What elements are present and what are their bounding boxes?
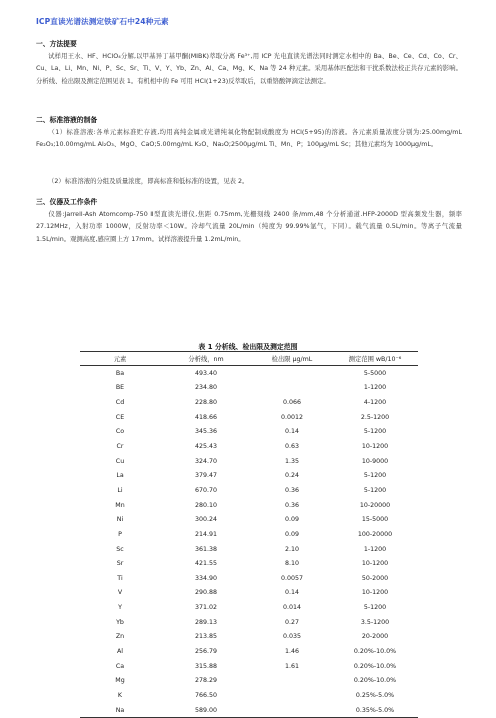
table-row [80,586,418,601]
header-range: 测定范围 wB/10⁻⁶ [332,352,418,366]
cell-analysis-line: 334.90 [194,574,218,582]
cell-range: 1-1200 [363,545,387,553]
cell-element: Al [116,647,124,655]
cell-range: 10-1200 [361,560,389,568]
cell-detection-limit: 0.14 [284,589,300,597]
cell-detection-limit [252,673,332,688]
cell-element: Ba [115,369,125,377]
table-row [80,556,418,571]
cell-element: Mn [115,501,125,509]
cell-range: 5-1200 [363,472,387,480]
section-3-heading: 三、仪器及工作条件 [36,198,98,206]
cell-detection-limit: 0.066 [282,399,302,407]
cell-analysis-line: 766.50 [194,691,218,699]
cell-range: 4-1200 [363,399,387,407]
cell-detection-limit: 0.0012 [280,413,304,421]
cell-detection-limit [252,688,332,703]
cell-range: 50-2000 [361,574,389,582]
cell-analysis-line: 280.10 [194,501,218,509]
table-row [80,381,418,396]
table-row [80,395,418,410]
header-detection-limit: 检出限 μg/mL [252,352,332,366]
cell-range: 5-1200 [363,486,387,494]
cell-element: Cd [115,399,125,407]
cell-element: V [117,589,123,597]
table-row [80,688,418,703]
cell-analysis-line: 289.13 [194,618,218,626]
table-caption: 表 1 分析线、检出限及测定范围 [198,343,298,351]
cell-element: BE [115,384,125,392]
cell-detection-limit: 0.09 [284,516,300,524]
cell-element: K [117,691,123,699]
section-2-para-2-text: （2）标准溶液的分组及质量浓度，即高标准和低标准的设置，见表 2。 [48,178,249,185]
cell-analysis-line: 670.70 [194,486,218,494]
cell-detection-limit: 0.36 [284,501,300,509]
cell-analysis-line: 493.40 [194,369,218,377]
cell-range: 0.25%-5.0% [355,691,395,699]
cell-analysis-line: 421.55 [194,560,218,568]
cell-element: Yb [116,618,124,626]
cell-element: Cr [116,443,124,451]
cell-detection-limit: 1.35 [284,457,300,465]
cell-range: 3.5-1200 [360,618,390,626]
cell-element: La [116,472,124,480]
table-row [80,644,418,659]
table-header-row [80,352,418,366]
table-row [80,454,418,469]
document-title: ICP直读光谱法测定铁矿石中24种元素 [36,17,169,26]
table-row [80,659,418,674]
section-2-para-1 [36,127,462,152]
table-row [80,630,418,645]
cell-range: 10-1200 [361,443,389,451]
cell-range: 20-2000 [361,633,389,641]
cell-analysis-line: 213.85 [194,633,218,641]
cell-element: Sc [116,545,124,553]
cell-analysis-line: 324.70 [194,457,218,465]
section-2-heading: 二、标准溶液的制备 [36,116,98,124]
table-row [80,468,418,483]
header-analysis-line: 分析线，nm [160,352,252,366]
cell-analysis-line: 371.02 [194,604,218,612]
cell-element: Sr [116,560,124,568]
cell-range: 5-5000 [363,369,387,377]
cell-detection-limit: 2.10 [284,545,300,553]
table-row [80,498,418,513]
table-row [80,425,418,440]
section-3-body [36,209,462,246]
table-row [80,483,418,498]
cell-analysis-line: 300.24 [194,516,218,524]
cell-element: Co [115,428,125,436]
cell-range: 10-9000 [361,457,389,465]
table-row [80,615,418,630]
cell-analysis-line: 425.43 [194,443,218,451]
cell-detection-limit [252,381,332,396]
cell-element: P [118,530,122,538]
cell-detection-limit: 0.0057 [280,574,304,582]
cell-detection-limit: 0.035 [282,633,302,641]
section-1-heading: 一、方法提要 [36,40,77,48]
table-row [80,703,418,718]
cell-element: Ca [115,662,125,670]
cell-range: 100-20000 [357,530,393,538]
cell-analysis-line: 589.00 [160,703,252,718]
cell-detection-limit: 0.63 [284,443,300,451]
cell-detection-limit: 0.27 [284,618,300,626]
cell-detection-limit: 1.46 [284,647,300,655]
cell-range: 1-1200 [363,384,387,392]
cell-range: 0.20%-10.0% [353,662,397,670]
cell-range: 5-1200 [363,428,387,436]
cell-range: 10-1200 [361,589,389,597]
cell-range: 0.20%-10.0% [353,677,397,685]
cell-analysis-line: 418.66 [194,413,218,421]
cell-detection-limit [252,703,332,718]
cell-detection-limit: 0.36 [284,486,300,494]
cell-range: 2.5-1200 [360,413,390,421]
cell-element: Mg [115,677,125,685]
section-1-text: 试样用王水、HF、HClO₄分解,以甲基异丁基甲酮(MIBK)萃取分离 Fe³⁺,用 ICP 光电直读光谱法同时测定水相中的 Ba、Be、Ce、Cd、Co、Cr、Cu、La、Li、Mn、Ni、P、Sc、Sr、Ti、V、Y、Yb、Zn、Al、Ca、Mg、K、Na 等 24 种元素。采用基体匹配法和干扰系数法校正共存元素的影响。分析线、检出限及测定范围见表 1。有机相中的 Fe 可用 HCl(1+23)反萃取后，以重铬酸钾滴定法测定。 [36,53,462,85]
cell-detection-limit [252,366,332,381]
cell-element: Zn [115,633,125,641]
cell-analysis-line: 214.91 [194,530,218,538]
cell-analysis-line: 256.79 [194,647,218,655]
header-element: 元素 [80,352,160,366]
section-2-para-2 [36,176,462,188]
cell-detection-limit: 0.09 [284,530,300,538]
cell-analysis-line: 234.80 [194,384,218,392]
cell-range: 5-1200 [363,604,387,612]
cell-detection-limit: 1.61 [284,662,300,670]
cell-analysis-line: 361.38 [194,545,218,553]
cell-analysis-line: 379.47 [194,472,218,480]
table-row [80,410,418,425]
cell-analysis-line: 345.36 [194,428,218,436]
table-row [80,366,418,381]
section-1-body [36,51,462,88]
cell-element: Na [80,703,160,718]
table-row [80,571,418,586]
cell-element: CE [115,413,125,421]
table-body [80,366,418,718]
table-row [80,527,418,542]
cell-analysis-line: 315.88 [194,662,218,670]
cell-element: Ni [116,516,124,524]
cell-detection-limit: 0.014 [282,604,302,612]
cell-range: 15-5000 [361,516,389,524]
cell-element: Ti [117,574,123,582]
cell-analysis-line: 290.88 [194,589,218,597]
section-3-text: 仪器:Jarrell-Ash Atomcomp-750 Ⅱ型直读光谱仪,焦距 0.75mm,光栅刻线 2400 条/mm,48 个分析通道.HFP-2000D 型高频发生器，频率 27.12MHz，入射功率 1000W，反射功率＜10W。冷却气流量 20L/min（纯度为 99.99%氩气，下同）。载气流量 0.5L/min。等离子气流量 1.5L/min。观测高度,感应圈上方 17mm。试样溶液提升量 1.2mL/min。 [36,211,462,243]
cell-range: 0.35%-5.0% [332,703,418,718]
cell-analysis-line: 278.29 [194,677,218,685]
table-row [80,542,418,557]
table-row [80,439,418,454]
cell-detection-limit: 0.24 [284,472,300,480]
analysis-table [80,351,418,718]
cell-element: Li [117,486,123,494]
cell-element: Cu [115,457,125,465]
cell-detection-limit: 8.10 [284,560,300,568]
section-2-para-1-text: （1）标准溶液:各单元素标准贮存液,均用高纯金属或光谱纯氧化物配制成酸度为 HCl(5+95)的溶液。各元素质量浓度分别为:25.00mg/mL Fe₂O₃;10.00mg/mL Al₂O₃、MgO、CaO;5.00mg/mL K₂O、Na₂O;2500μg/mL Ti、Mn、P；100μg/mL Sc；其他元素均为 1000μg/mL。 [36,129,462,149]
cell-element: Y [118,604,122,612]
table-row [80,673,418,688]
cell-analysis-line: 228.80 [194,399,218,407]
cell-detection-limit: 0.14 [284,428,300,436]
cell-range: 0.20%-10.0% [353,647,397,655]
table-row [80,512,418,527]
cell-range: 10-20000 [359,501,391,509]
table-row [80,600,418,615]
